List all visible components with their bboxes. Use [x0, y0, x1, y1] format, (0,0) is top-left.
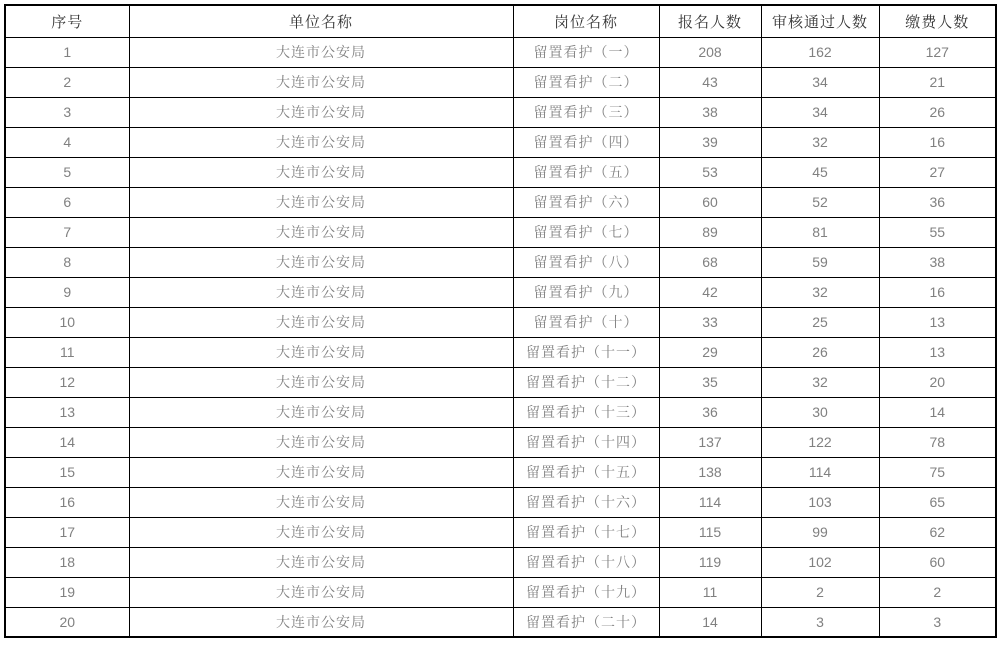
cell-paid: 13	[879, 337, 996, 367]
table-body	[5, 37, 996, 637]
table-row	[5, 547, 996, 577]
cell-applicants: 11	[659, 577, 761, 607]
cell-approved: 59	[761, 247, 879, 277]
table-row	[5, 97, 996, 127]
cell-position: 留置看护（三）	[513, 97, 659, 127]
table-row	[5, 367, 996, 397]
cell-unit: 大连市公安局	[129, 67, 513, 97]
cell-approved: 30	[761, 397, 879, 427]
cell-unit: 大连市公安局	[129, 547, 513, 577]
cell-position: 留置看护（十二）	[513, 367, 659, 397]
cell-paid: 27	[879, 157, 996, 187]
cell-position: 留置看护（六）	[513, 187, 659, 217]
cell-serial: 7	[5, 217, 129, 247]
cell-approved: 114	[761, 457, 879, 487]
header-cell-paid: 缴费人数	[879, 5, 996, 37]
cell-position: 留置看护（十一）	[513, 337, 659, 367]
table-row	[5, 127, 996, 157]
cell-applicants: 43	[659, 67, 761, 97]
cell-serial: 17	[5, 517, 129, 547]
header-cell-applicants: 报名人数	[659, 5, 761, 37]
cell-approved: 26	[761, 337, 879, 367]
cell-unit: 大连市公安局	[129, 487, 513, 517]
cell-unit: 大连市公安局	[129, 247, 513, 277]
cell-unit: 大连市公安局	[129, 187, 513, 217]
table-row	[5, 427, 996, 457]
header-cell-unit: 单位名称	[129, 5, 513, 37]
table-row	[5, 157, 996, 187]
cell-serial: 4	[5, 127, 129, 157]
cell-applicants: 14	[659, 607, 761, 637]
header-cell-approved: 审核通过人数	[761, 5, 879, 37]
cell-applicants: 89	[659, 217, 761, 247]
cell-serial: 6	[5, 187, 129, 217]
cell-position: 留置看护（四）	[513, 127, 659, 157]
table-row	[5, 247, 996, 277]
cell-approved: 45	[761, 157, 879, 187]
cell-serial: 9	[5, 277, 129, 307]
cell-unit: 大连市公安局	[129, 127, 513, 157]
cell-paid: 26	[879, 97, 996, 127]
cell-serial: 11	[5, 337, 129, 367]
table-row	[5, 217, 996, 247]
table-row	[5, 517, 996, 547]
cell-applicants: 115	[659, 517, 761, 547]
cell-applicants: 68	[659, 247, 761, 277]
table-row	[5, 607, 996, 637]
recruitment-stats-table	[4, 4, 997, 638]
cell-paid: 14	[879, 397, 996, 427]
cell-applicants: 36	[659, 397, 761, 427]
cell-serial: 2	[5, 67, 129, 97]
cell-applicants: 39	[659, 127, 761, 157]
cell-unit: 大连市公安局	[129, 457, 513, 487]
cell-unit: 大连市公安局	[129, 337, 513, 367]
cell-applicants: 29	[659, 337, 761, 367]
cell-serial: 1	[5, 37, 129, 67]
header-row	[5, 5, 996, 37]
cell-unit: 大连市公安局	[129, 577, 513, 607]
cell-approved: 102	[761, 547, 879, 577]
cell-approved: 32	[761, 127, 879, 157]
cell-serial: 10	[5, 307, 129, 337]
cell-applicants: 35	[659, 367, 761, 397]
cell-applicants: 114	[659, 487, 761, 517]
table-row	[5, 187, 996, 217]
table-header	[5, 5, 996, 37]
cell-position: 留置看护（十四）	[513, 427, 659, 457]
cell-paid: 16	[879, 127, 996, 157]
cell-approved: 3	[761, 607, 879, 637]
cell-unit: 大连市公安局	[129, 307, 513, 337]
cell-serial: 5	[5, 157, 129, 187]
cell-approved: 34	[761, 67, 879, 97]
cell-paid: 38	[879, 247, 996, 277]
table-row	[5, 277, 996, 307]
cell-serial: 12	[5, 367, 129, 397]
cell-applicants: 137	[659, 427, 761, 457]
cell-applicants: 38	[659, 97, 761, 127]
cell-serial: 15	[5, 457, 129, 487]
cell-unit: 大连市公安局	[129, 277, 513, 307]
cell-serial: 13	[5, 397, 129, 427]
cell-unit: 大连市公安局	[129, 97, 513, 127]
cell-unit: 大连市公安局	[129, 517, 513, 547]
cell-paid: 16	[879, 277, 996, 307]
table-row	[5, 487, 996, 517]
table-row	[5, 37, 996, 67]
cell-serial: 19	[5, 577, 129, 607]
cell-position: 留置看护（十三）	[513, 397, 659, 427]
cell-paid: 62	[879, 517, 996, 547]
cell-unit: 大连市公安局	[129, 397, 513, 427]
cell-paid: 13	[879, 307, 996, 337]
cell-position: 留置看护（十七）	[513, 517, 659, 547]
cell-unit: 大连市公安局	[129, 427, 513, 457]
cell-approved: 2	[761, 577, 879, 607]
cell-paid: 36	[879, 187, 996, 217]
cell-position: 留置看护（二十）	[513, 607, 659, 637]
cell-serial: 14	[5, 427, 129, 457]
cell-approved: 34	[761, 97, 879, 127]
cell-paid: 20	[879, 367, 996, 397]
table-row	[5, 577, 996, 607]
cell-position: 留置看护（五）	[513, 157, 659, 187]
cell-paid: 21	[879, 67, 996, 97]
cell-unit: 大连市公安局	[129, 367, 513, 397]
cell-position: 留置看护（十九）	[513, 577, 659, 607]
cell-approved: 32	[761, 367, 879, 397]
cell-applicants: 60	[659, 187, 761, 217]
cell-position: 留置看护（二）	[513, 67, 659, 97]
cell-paid: 2	[879, 577, 996, 607]
cell-applicants: 208	[659, 37, 761, 67]
cell-unit: 大连市公安局	[129, 157, 513, 187]
cell-applicants: 119	[659, 547, 761, 577]
cell-applicants: 42	[659, 277, 761, 307]
cell-serial: 16	[5, 487, 129, 517]
table-row	[5, 307, 996, 337]
cell-approved: 162	[761, 37, 879, 67]
cell-paid: 55	[879, 217, 996, 247]
cell-applicants: 33	[659, 307, 761, 337]
cell-approved: 103	[761, 487, 879, 517]
cell-position: 留置看护（八）	[513, 247, 659, 277]
cell-serial: 18	[5, 547, 129, 577]
cell-approved: 122	[761, 427, 879, 457]
cell-position: 留置看护（十）	[513, 307, 659, 337]
cell-paid: 75	[879, 457, 996, 487]
cell-position: 留置看护（七）	[513, 217, 659, 247]
table-row	[5, 397, 996, 427]
cell-approved: 81	[761, 217, 879, 247]
cell-approved: 32	[761, 277, 879, 307]
cell-paid: 127	[879, 37, 996, 67]
cell-position: 留置看护（十五）	[513, 457, 659, 487]
cell-paid: 3	[879, 607, 996, 637]
table-row	[5, 67, 996, 97]
cell-paid: 78	[879, 427, 996, 457]
table-row	[5, 337, 996, 367]
cell-serial: 20	[5, 607, 129, 637]
cell-unit: 大连市公安局	[129, 607, 513, 637]
cell-unit: 大连市公安局	[129, 37, 513, 67]
cell-position: 留置看护（十六）	[513, 487, 659, 517]
cell-unit: 大连市公安局	[129, 217, 513, 247]
cell-serial: 8	[5, 247, 129, 277]
cell-approved: 52	[761, 187, 879, 217]
cell-serial: 3	[5, 97, 129, 127]
cell-applicants: 138	[659, 457, 761, 487]
header-cell-serial: 序号	[5, 5, 129, 37]
cell-position: 留置看护（十八）	[513, 547, 659, 577]
table-row	[5, 457, 996, 487]
cell-approved: 99	[761, 517, 879, 547]
cell-paid: 65	[879, 487, 996, 517]
cell-approved: 25	[761, 307, 879, 337]
cell-position: 留置看护（一）	[513, 37, 659, 67]
recruitment-stats-table-wrap	[4, 4, 995, 638]
header-cell-position: 岗位名称	[513, 5, 659, 37]
cell-paid: 60	[879, 547, 996, 577]
cell-applicants: 53	[659, 157, 761, 187]
cell-position: 留置看护（九）	[513, 277, 659, 307]
